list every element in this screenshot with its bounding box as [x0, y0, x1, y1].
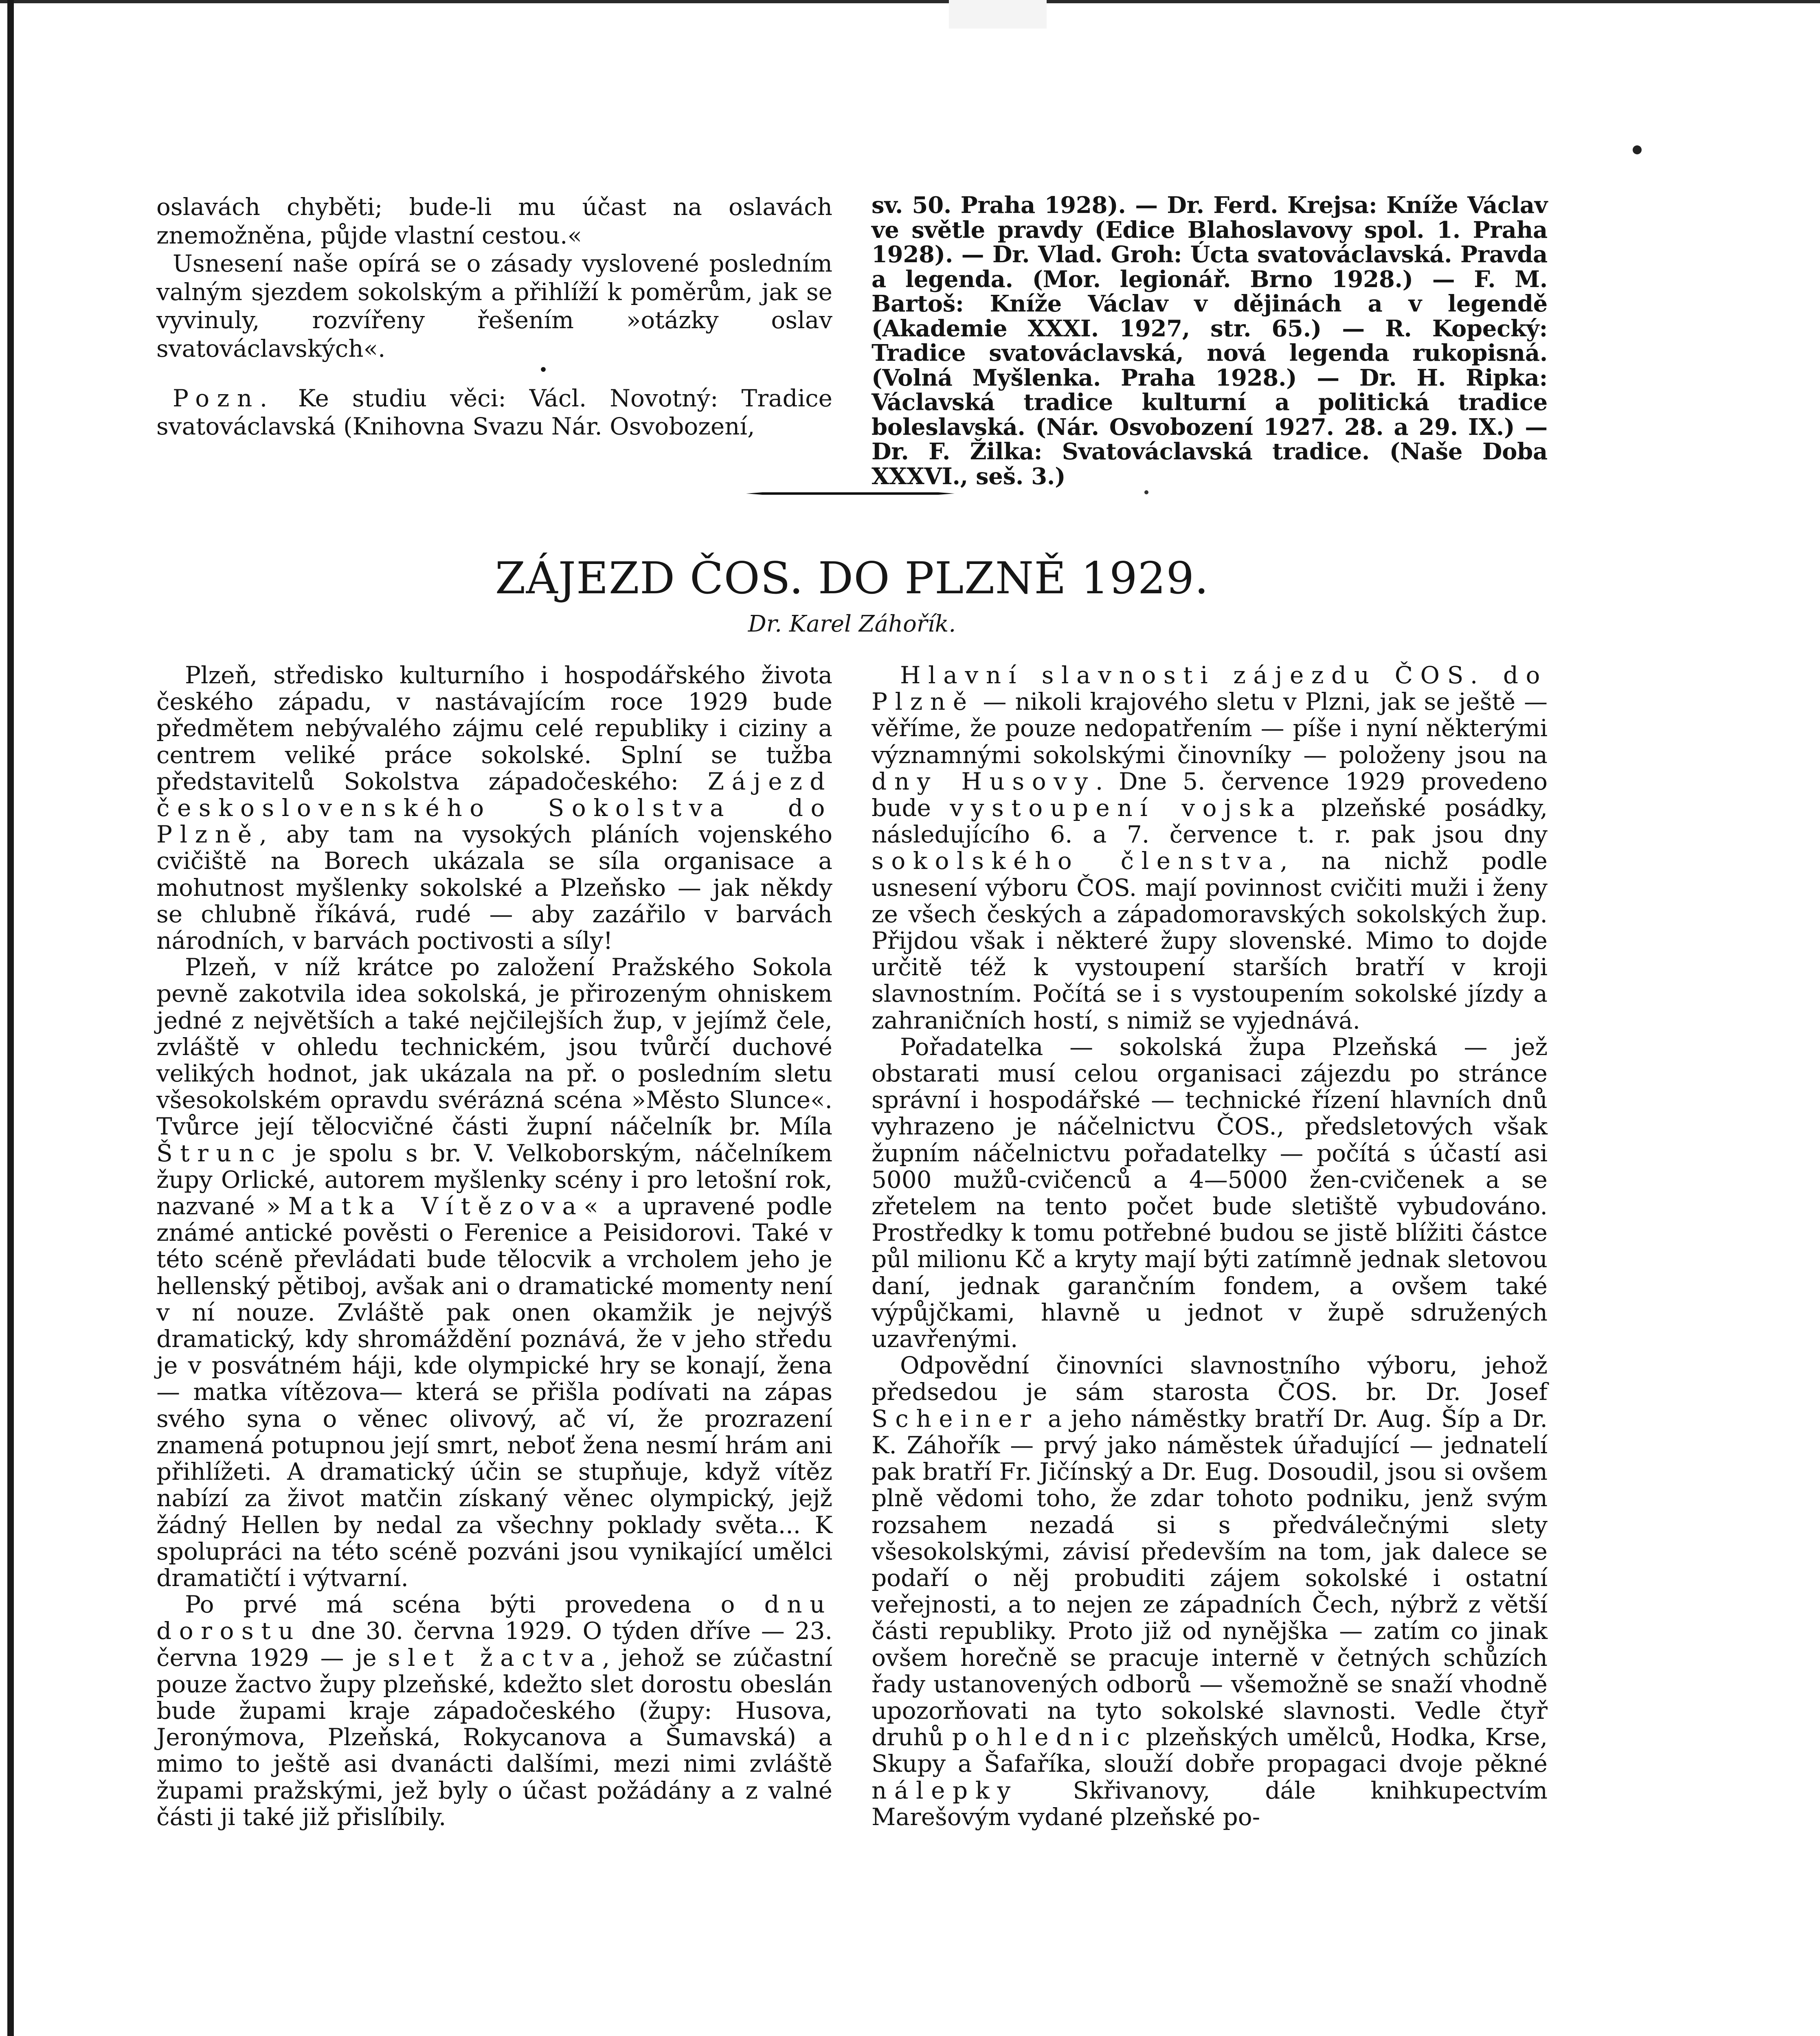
paragraph: Usnesení naše opírá se o zásady vyslovené posledním valným sjezdem sokolským a přihlíží k poměrům, jak se vyvinuly, rozvířeny řešením »otázky oslav svatováclavských«.: [156, 250, 832, 362]
paragraph: Pořadatelka — sokolská župa Plzeňská — jež obstarati musí celou organisaci zájezdu po stránce správní i hospodářské — technické řízení hlavních dnů vyhrazeno je náčelnictvu ČOS., předsletových však župním náčelnictvu pořadatelky — počítá s účastí asi 5000 mužů-cvičenců a 4—5000 žen-cvičenek a se zřetelem na tento počet bude sletiště vybudováno. Prostředky k tomu potřebné budou se jistě blížiti částce půl milionu Kč a kryty mají býti zatímně jednak sletovou daní, jednak garančním fondem, a ovšem také výpůjčkami, hlavně u jednot v župě sdružených uzavřenými.: [872, 1033, 1548, 1353]
scan-dot: [1633, 145, 1642, 154]
scan-dot: [1144, 490, 1148, 494]
scan-top-edge: [0, 0, 1820, 3]
text: a jeho náměstky bratří Dr. Aug. Šíp a Dr. K. Záhořík — prvý jako náměstek úřadující — jednatelí pak bratří Fr. Jičínský a Dr. Eug. Dosoudil, jsou si ovšem plně vědomi toho, že zdar tohoto podniku, jenž svým rozsahem nezadá si s předválečnými slety všesokolskými, závisí především na tom, jak dalece se podaří o něj probuditi zájem sokolské i ostatní veřejnosti, a to nejen ze západních Čech, nýbrž z větší části republiky. Proto již od nynějška — zatím co jinak ovšem horečně se pracuje interně v četných schůzích řady ustanovených odborů — všemožně se snaží vhodně upozorňovati na tyto sokolské slavnosti. Vedle čtyř druhů: [872, 1404, 1548, 1751]
spaced-text: slet žactva: [388, 1643, 602, 1672]
note-text: Ke studiu věci: Václ. Novotný: Tradice svatováclavská (Knihovna Svazu Nár. Osvobození,: [156, 384, 832, 441]
spaced-text: Scheiner: [872, 1404, 1039, 1433]
article-right-column: [872, 662, 1548, 1830]
text: dne 30. června 1929. O týden dříve — 23. června 1929 — je: [156, 1617, 833, 1672]
section-bullet: •: [538, 360, 548, 380]
reference-list: sv. 50. Praha 1928). — Dr. Ferd. Krejsa: Kníže Václav ve světle pravdy (Edice Blahoslavovy spol. 1. Praha 1928). — Dr. Vlad. Groh: Úcta svatováclavská. Pravda a legenda. (Mor. legionář. Brno 1928.) — F. M. Bartoš: Kníže Václav v dějinách a v legendě (Akademie XXXI. 1927, str. 65.) — R. Kopecký: Tradice svatováclavská, nová legenda rukopisná. (Volná Myšlenka. Praha 1928.) — Dr. H. Ripka: Václavská tradice kulturní a politická tradice boleslavská. (Nár. Osvobození 1927. 28. a 29. IX.) — Dr. F. Žilka: Svatováclavská tradice. (Naše Doba XXXVI., seš. 3.): [872, 192, 1548, 490]
previous-article-left-column: [156, 193, 832, 441]
text: Po prvé má scéna býti provedena o: [185, 1591, 735, 1619]
text: Plzeň, v níž krátce po založení Pražského Sokola pevně zakotvila idea sokolská, je přirozeným ohniskem jedné z největších a také nejčilejších žup, v jejímž čele, zvláště v ohledu technickém, jsou tvůrčí duchové velikých hodnot, jak ukázala na př. o posledním sletu všesokolském opravdu svérázná scéna »Město Slunce«. Tvůrce její tělocvičné části župní náčelník br. Míla: [156, 953, 832, 1141]
text: je spolu s br. V. Velkoborským, náčelníkem župy Orlické, autorem myšlenky scény i pro letošní rok, nazvané: [156, 1139, 833, 1220]
paragraph: [156, 1591, 832, 1830]
text: , jehož se zúčastní pouze žactvo župy plzeňské, kdežto slet dorostu obeslán bude župami kraje západočeského (župy: Husova, Jeronýmova, Plzeňská, Rokycanova a Šumavská) a mimo to ještě asi dvanácti dalšími, mezi nimi zvláště župami pražskými, jež byly o účast požádány a z valné části ji také již přislíbily.: [156, 1643, 832, 1831]
text: plzeňských umělců, Hodka, Krse, Skupy a Šafaříka, slouží dobře propagaci dvoje pěkné: [872, 1723, 1548, 1778]
text: Odpovědní činovníci slavnostního výboru, jehož předsedou je sám starosta ČOS. br. Dr. Josef: [872, 1351, 1548, 1406]
article-left-column: [156, 662, 832, 1830]
previous-article-right-column: [872, 193, 1548, 489]
paragraph: [872, 1352, 1548, 1830]
scan-left-edge: [7, 0, 14, 2036]
text: . Dne 5. července 1929 provedeno bude: [872, 767, 1548, 822]
spaced-text: pohlednic: [952, 1723, 1137, 1751]
text: , na nichž podle usnesení výboru ČOS. mají povinnost cvičiti muži i ženy ze všech českých a západomoravských sokolských žup. Přijdou však i některé župy slovenské. Mimo to dojde určitě též k vystoupení starších bratří v kroji slavnostním. Počítá se i s vystoupením sokolské jízdy a zahraničních hostí, s nimiž se vyjednává.: [872, 847, 1548, 1034]
article-title: ZÁJEZD ČOS. DO PLZNĚ 1929.: [495, 553, 1209, 604]
divider-rule: [746, 491, 955, 496]
spaced-text: dny Husovy: [872, 767, 1096, 795]
text: plzeňské posádky, následujícího 6. a 7. července t. r. pak jsou dny: [872, 794, 1548, 849]
spaced-text: Štrunc: [156, 1139, 283, 1167]
paragraph: [156, 954, 832, 1591]
text: Plzeň, středisko kulturního i hospodářského života českého západu, v nastávajícím roce 1929 bude předmětem nebývalého zájmu celé republiky i ciziny a centrem veliké práce sokolské. Splní se tužba představitelů Sokolstva západočeského:: [156, 661, 832, 795]
text: — nikoli krajového sletu v Plzni, jak se ještě — věříme, že pouze nedopatřením — píše i nyní některými významnými sokolskými činovníky — položeny jsou na: [872, 688, 1548, 769]
text: , aby tam na vysokých pláních vojenského cvičiště na Borech ukázala se síla organisace a mohutnost myšlenky sokolské a Plzeňsko — jak někdy se chlubně říkává, rudé — aby zazářilo v barvách národních, v barvách poctivosti a síly!: [156, 821, 832, 955]
article-author: Dr. Karel Záhořík.: [748, 611, 956, 637]
paragraph: [872, 662, 1548, 1034]
note-label: Pozn.: [173, 384, 275, 412]
spaced-text: Hlavní slavnosti zájezdu ČOS. do Plzně: [872, 661, 1548, 716]
paragraph: [156, 662, 832, 954]
spaced-text: vystoupení vojska: [950, 794, 1302, 822]
spaced-text: sokolského členstva: [872, 847, 1280, 875]
spaced-text: »Matka Vítězova«: [266, 1192, 606, 1220]
spaced-text: nálepky: [872, 1776, 1018, 1804]
note-paragraph: [156, 384, 832, 441]
text: a upravené podle známé antické pověsti o Ferenice a Peisidorovi. Také v této scéně převládati bude tělocvik a vrcholem jeho je hellenský pětiboj, avšak ani o dramatické momenty není v ní nouze. Zvláště pak onen okamžik je nejvýš dramatický, kdy shromáždění poznává, že v jeho středu je v posvátném háji, kde olympické hry se konají, žena — matka vítězova— která se přišla podívati na zápas svého syna o věnec olivový, ač ví, že prozrazení znamená potupnou její smrt, neboť žena nesmí hrám ani přihlížeti. A dramatický účin se stupňuje, když vítěz nabízí za život matčin získaný věnec olympický, jejž žádný Hellen by nedal za všechny poklady světa... K spolupráci na této scéně pozváni jsou vynikající umělci dramatičtí i výtvarní.: [156, 1192, 832, 1592]
spaced-text: dnu dorostu: [156, 1591, 832, 1645]
section-divider: [746, 491, 955, 496]
paragraph: oslavách chyběti; bude-li mu účast na oslavách znemožněna, půjde vlastní cestou.«: [156, 193, 832, 249]
scan-top-noise: [949, 0, 1047, 29]
spaced-text: Zájezd československého Sokolstva do Plzně: [156, 767, 832, 849]
text: Skřivanovy, dále knihkupectvím Marešovým vydané plzeňské po-: [872, 1776, 1548, 1831]
